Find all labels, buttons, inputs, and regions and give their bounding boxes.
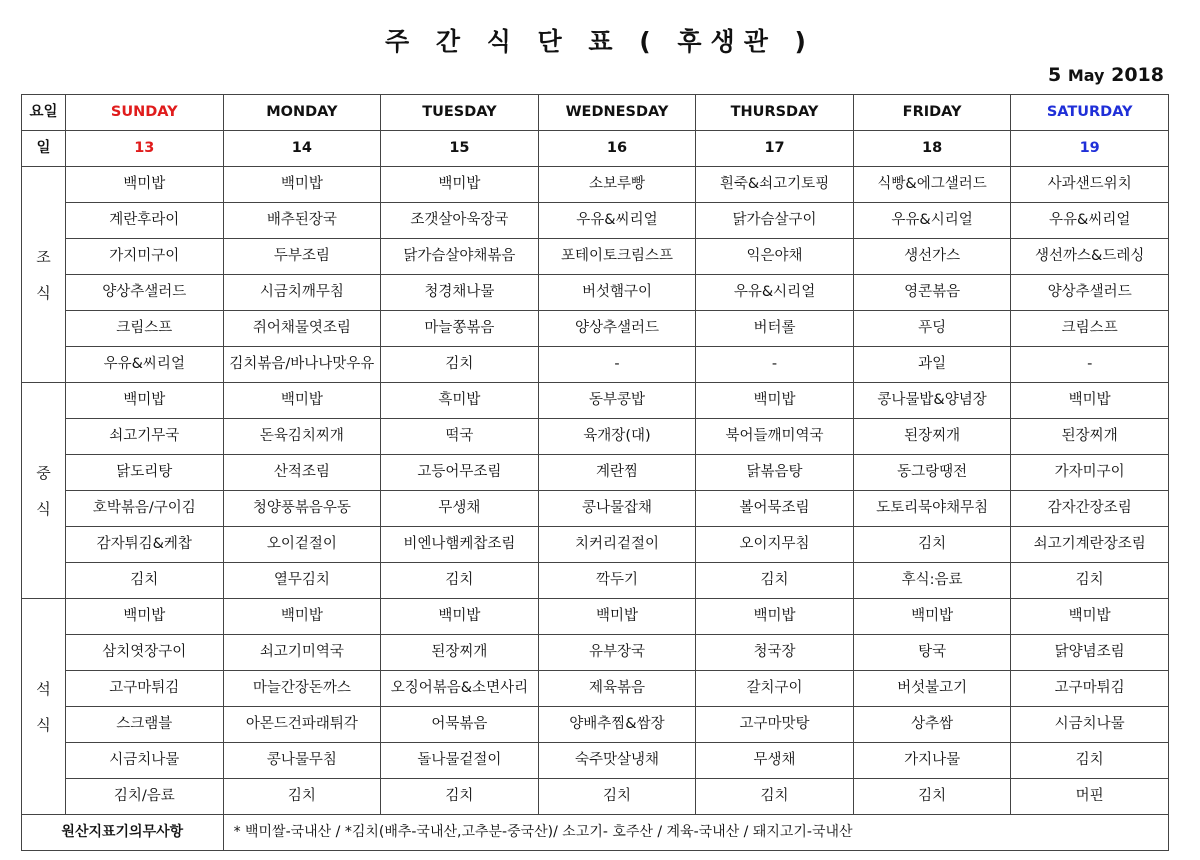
menu-item-thursday: 버터롤 [696, 311, 854, 347]
menu-item-monday: 두부조림 [223, 239, 381, 275]
menu-item-tuesday: 백미밥 [381, 599, 539, 635]
menu-item-friday: 탕국 [853, 635, 1011, 671]
menu-item-wednesday: 버섯햄구이 [538, 275, 696, 311]
menu-item-wednesday: 포테이토크림스프 [538, 239, 696, 275]
dinner-row [22, 671, 1169, 707]
menu-item-sunday: 계란후라이 [66, 203, 224, 239]
weekday-monday: MONDAY [223, 95, 381, 131]
menu-item-wednesday: 김치 [538, 779, 696, 815]
breakfast-row [22, 239, 1169, 275]
lunch-row [22, 491, 1169, 527]
date-thursday: 17 [696, 131, 854, 167]
menu-item-friday: 김치 [853, 779, 1011, 815]
menu-item-sunday: 백미밥 [66, 599, 224, 635]
menu-item-monday: 백미밥 [223, 599, 381, 635]
menu-item-saturday: 쇠고기계란장조림 [1011, 527, 1169, 563]
menu-item-monday: 돈육김치찌개 [223, 419, 381, 455]
menu-item-saturday: 김치 [1011, 743, 1169, 779]
menu-item-tuesday: 닭가슴살야채볶음 [381, 239, 539, 275]
dinner-row [22, 743, 1169, 779]
breakfast-row [22, 167, 1169, 203]
menu-item-thursday: 오이지무침 [696, 527, 854, 563]
menu-item-wednesday: 양상추샐러드 [538, 311, 696, 347]
menu-item-wednesday: - [538, 347, 696, 383]
menu-item-thursday: 우유&시리얼 [696, 275, 854, 311]
menu-item-friday: 식빵&에그샐러드 [853, 167, 1011, 203]
menu-item-sunday: 시금치나물 [66, 743, 224, 779]
menu-item-sunday: 백미밥 [66, 383, 224, 419]
menu-item-friday: 가지나물 [853, 743, 1011, 779]
menu-item-friday: 된장찌개 [853, 419, 1011, 455]
menu-item-friday: 도토리묵야채무침 [853, 491, 1011, 527]
date-saturday: 19 [1011, 131, 1169, 167]
menu-item-wednesday: 깍두기 [538, 563, 696, 599]
dinner-label-text: 석식 [36, 679, 51, 734]
lunch-row [22, 563, 1169, 599]
menu-item-sunday: 백미밥 [66, 167, 224, 203]
menu-item-saturday: 고구마튀김 [1011, 671, 1169, 707]
menu-item-friday: 콩나물밥&양념장 [853, 383, 1011, 419]
menu-item-wednesday: 육개장(대) [538, 419, 696, 455]
date-sunday: 13 [66, 131, 224, 167]
breakfast-row [22, 275, 1169, 311]
menu-item-monday: 마늘간장돈까스 [223, 671, 381, 707]
weekly-menu-table [21, 94, 1169, 851]
menu-item-monday: 백미밥 [223, 167, 381, 203]
menu-item-saturday: 백미밥 [1011, 599, 1169, 635]
date-header-row [22, 131, 1169, 167]
menu-item-saturday: 된장찌개 [1011, 419, 1169, 455]
date-day: 5 [1047, 64, 1062, 86]
menu-item-monday: 콩나물무침 [223, 743, 381, 779]
menu-item-monday: 시금치깨무침 [223, 275, 381, 311]
origin-notice-row [22, 815, 1169, 851]
menu-item-friday: 후식:음료 [853, 563, 1011, 599]
date-wednesday: 16 [538, 131, 696, 167]
menu-item-saturday: 사과샌드위치 [1011, 167, 1169, 203]
menu-item-tuesday: 고등어무조림 [381, 455, 539, 491]
menu-item-monday: 산적조림 [223, 455, 381, 491]
weekday-friday: FRIDAY [853, 95, 1011, 131]
menu-item-wednesday: 제육볶음 [538, 671, 696, 707]
menu-item-sunday: 김치 [66, 563, 224, 599]
menu-item-sunday: 쇠고기무국 [66, 419, 224, 455]
menu-item-wednesday: 숙주맛살냉채 [538, 743, 696, 779]
menu-item-wednesday: 콩나물잡채 [538, 491, 696, 527]
dinner-row [22, 707, 1169, 743]
menu-item-thursday: 닭가슴살구이 [696, 203, 854, 239]
date-label-cell: 일 [22, 131, 66, 167]
menu-item-sunday: 호박볶음/구이김 [66, 491, 224, 527]
menu-item-friday: 상추쌈 [853, 707, 1011, 743]
menu-item-saturday: 우유&씨리얼 [1011, 203, 1169, 239]
menu-date [1048, 64, 1164, 86]
weekday-thursday: THURSDAY [696, 95, 854, 131]
breakfast-label [22, 167, 66, 383]
menu-item-monday: 김치 [223, 779, 381, 815]
menu-item-saturday: 가자미구이 [1011, 455, 1169, 491]
menu-item-sunday: 감자튀김&케찹 [66, 527, 224, 563]
breakfast-row [22, 203, 1169, 239]
lunch-row [22, 527, 1169, 563]
breakfast-label-text: 조식 [36, 247, 51, 302]
dinner-row [22, 635, 1169, 671]
day-label-cell: 요일 [22, 95, 66, 131]
menu-item-sunday: 스크램블 [66, 707, 224, 743]
lunch-row [22, 419, 1169, 455]
page-title: 주 간 식 단 표 ( 후생관 ) [385, 27, 815, 56]
menu-item-tuesday: 김치 [381, 563, 539, 599]
menu-item-tuesday: 비엔나햄케찹조림 [381, 527, 539, 563]
menu-item-thursday: 무생채 [696, 743, 854, 779]
date-monday: 14 [223, 131, 381, 167]
menu-item-friday: 백미밥 [853, 599, 1011, 635]
menu-item-saturday: 김치 [1011, 563, 1169, 599]
menu-item-thursday: 청국장 [696, 635, 854, 671]
weekday-sunday: SUNDAY [66, 95, 224, 131]
menu-item-saturday: - [1011, 347, 1169, 383]
weekday-wednesday: WEDNESDAY [538, 95, 696, 131]
menu-item-monday: 백미밥 [223, 383, 381, 419]
menu-item-tuesday: 김치 [381, 347, 539, 383]
origin-notice-label: 원산지표기의무사항 [22, 815, 224, 851]
menu-item-sunday: 가지미구이 [66, 239, 224, 275]
menu-item-tuesday: 오징어볶음&소면사리 [381, 671, 539, 707]
menu-item-wednesday: 유부장국 [538, 635, 696, 671]
menu-item-monday: 쥐어채물엿조림 [223, 311, 381, 347]
lunch-row [22, 455, 1169, 491]
menu-item-monday: 오이겉절이 [223, 527, 381, 563]
menu-item-friday: 동그랑땡전 [853, 455, 1011, 491]
menu-item-thursday: 김치 [696, 563, 854, 599]
menu-item-sunday: 닭도리탕 [66, 455, 224, 491]
menu-item-wednesday: 백미밥 [538, 599, 696, 635]
menu-item-tuesday: 떡국 [381, 419, 539, 455]
menu-item-sunday: 삼치엿장구이 [66, 635, 224, 671]
menu-item-thursday: 갈치구이 [696, 671, 854, 707]
menu-item-wednesday: 우유&씨리얼 [538, 203, 696, 239]
lunch-label-text: 중식 [36, 463, 51, 518]
menu-item-saturday: 감자간장조림 [1011, 491, 1169, 527]
menu-item-tuesday: 무생채 [381, 491, 539, 527]
menu-item-tuesday: 흑미밥 [381, 383, 539, 419]
date-year: 2018 [1111, 64, 1164, 86]
menu-item-wednesday: 동부콩밥 [538, 383, 696, 419]
menu-item-thursday: 백미밥 [696, 383, 854, 419]
menu-item-friday: 영콘볶음 [853, 275, 1011, 311]
menu-item-tuesday: 청경채나물 [381, 275, 539, 311]
menu-item-thursday: 고구마맛탕 [696, 707, 854, 743]
menu-item-thursday: 흰죽&쇠고기토핑 [696, 167, 854, 203]
menu-item-tuesday: 돌나물겉절이 [381, 743, 539, 779]
lunch-row [22, 383, 1169, 419]
menu-item-wednesday: 양배추찜&쌈장 [538, 707, 696, 743]
menu-item-thursday: 김치 [696, 779, 854, 815]
menu-item-saturday: 닭양념조림 [1011, 635, 1169, 671]
menu-item-friday: 과일 [853, 347, 1011, 383]
menu-item-wednesday: 치커리겉절이 [538, 527, 696, 563]
menu-item-tuesday: 백미밥 [381, 167, 539, 203]
date-tuesday: 15 [381, 131, 539, 167]
date-friday: 18 [853, 131, 1011, 167]
weekday-tuesday: TUESDAY [381, 95, 539, 131]
breakfast-row [22, 347, 1169, 383]
weekday-saturday: SATURDAY [1011, 95, 1169, 131]
menu-item-saturday: 생선까스&드레싱 [1011, 239, 1169, 275]
menu-item-monday: 배추된장국 [223, 203, 381, 239]
menu-item-wednesday: 소보루빵 [538, 167, 696, 203]
menu-item-monday: 쇠고기미역국 [223, 635, 381, 671]
menu-body [22, 167, 1169, 815]
menu-item-friday: 김치 [853, 527, 1011, 563]
menu-item-saturday: 양상추샐러드 [1011, 275, 1169, 311]
menu-item-tuesday: 마늘쫑볶음 [381, 311, 539, 347]
menu-item-saturday: 머핀 [1011, 779, 1169, 815]
menu-item-saturday: 백미밥 [1011, 383, 1169, 419]
menu-item-thursday: 닭볶음탕 [696, 455, 854, 491]
menu-item-tuesday: 어묵볶음 [381, 707, 539, 743]
menu-item-tuesday: 된장찌개 [381, 635, 539, 671]
menu-item-wednesday: 계란찜 [538, 455, 696, 491]
menu-item-monday: 김치볶음/바나나맛우유 [223, 347, 381, 383]
menu-item-sunday: 양상추샐러드 [66, 275, 224, 311]
menu-item-sunday: 김치/음료 [66, 779, 224, 815]
menu-item-thursday: - [696, 347, 854, 383]
menu-item-friday: 우유&시리얼 [853, 203, 1011, 239]
menu-item-friday: 생선가스 [853, 239, 1011, 275]
menu-item-monday: 열무김치 [223, 563, 381, 599]
breakfast-row [22, 311, 1169, 347]
dinner-row [22, 779, 1169, 815]
date-month: May [1067, 66, 1105, 85]
dinner-label [22, 599, 66, 815]
menu-item-friday: 버섯불고기 [853, 671, 1011, 707]
menu-item-friday: 푸딩 [853, 311, 1011, 347]
weekday-header-row [22, 95, 1169, 131]
menu-item-thursday: 볼어묵조림 [696, 491, 854, 527]
menu-item-thursday: 백미밥 [696, 599, 854, 635]
menu-item-sunday: 크림스프 [66, 311, 224, 347]
menu-item-saturday: 크림스프 [1011, 311, 1169, 347]
menu-item-saturday: 시금치나물 [1011, 707, 1169, 743]
menu-item-thursday: 북어들깨미역국 [696, 419, 854, 455]
menu-item-tuesday: 김치 [381, 779, 539, 815]
lunch-label [22, 383, 66, 599]
origin-notice-text: * 백미쌀-국내산 / *김치(배추-국내산,고추분-중국산)/ 소고기- 호주산 / 계육-국내산 / 돼지고기-국내산 [223, 815, 1168, 851]
dinner-row [22, 599, 1169, 635]
menu-item-sunday: 고구마튀김 [66, 671, 224, 707]
menu-item-sunday: 우유&씨리얼 [66, 347, 224, 383]
menu-item-thursday: 익은야채 [696, 239, 854, 275]
menu-item-tuesday: 조갯살아욱장국 [381, 203, 539, 239]
menu-item-monday: 아몬드건파래튀각 [223, 707, 381, 743]
menu-item-monday: 청양풍볶음우동 [223, 491, 381, 527]
